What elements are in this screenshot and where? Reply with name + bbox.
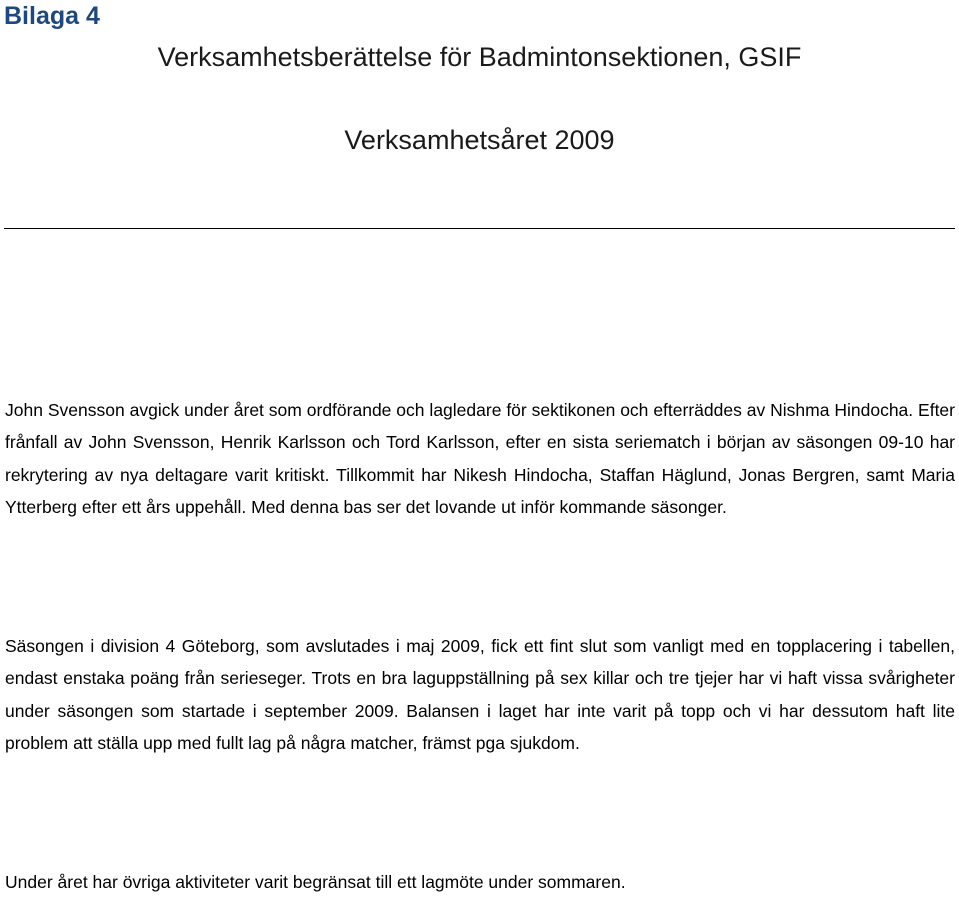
document-subtitle: Verksamhetsåret 2009 <box>344 125 615 155</box>
paragraph-activities: Under året har övriga aktiviteter varit begränsat till ett lagmöte under sommaren. <box>5 872 626 892</box>
paragraph-season: Säsongen i division 4 Göteborg, som avslutades i maj 2009, fick ett fint slut som vanligt med en topplacering i tabellen, endast enstaka poäng från serieseger. Trots en bra laguppställning på sex killar och tre tjejer har vi haft vissa svårigheter under säsongen som startade i september 2009. Balansen i laget har inte varit på topp och vi har dessutom haft lite problem att ställa upp med fullt lag på några matcher, främst pga sjukdom. <box>5 636 955 754</box>
horizontal-divider <box>4 228 955 229</box>
document-title: Verksamhetsberättelse för Badmintonsektionen, GSIF <box>157 42 802 72</box>
appendix-label: Bilaga 4 <box>4 2 100 30</box>
paragraph-membership: John Svensson avgick under året som ordförande och lagledare för sektikonen och efterräddes av Nishma Hindocha. Efter frånfall av John Svensson, Henrik Karlsson och Tord Karlsson, efter en sista seriematch i början av säsongen 09-10 har rekrytering av nya deltagare varit kritiskt. Tillkommit har Nikesh Hindocha, Staffan Häglund, Jonas Bergren, samt Maria Ytterberg efter ett års uppehåll. Med denna bas ser det lovande ut inför kommande säsonger. <box>5 400 955 518</box>
